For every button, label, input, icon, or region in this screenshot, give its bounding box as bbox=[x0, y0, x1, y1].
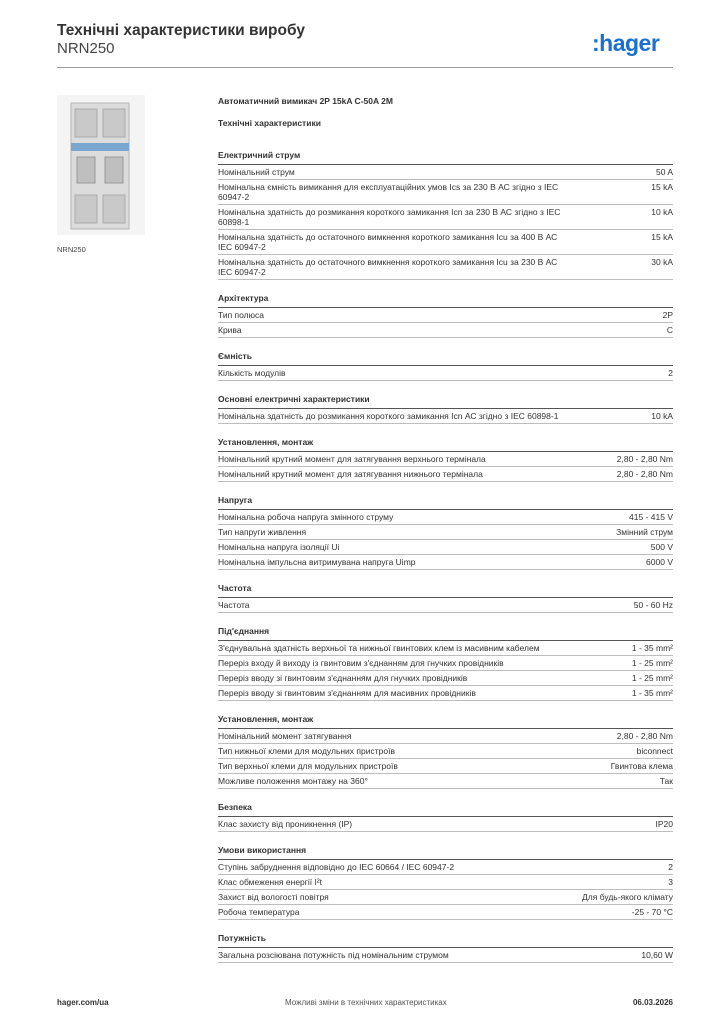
spec-value: 10 kA bbox=[651, 207, 673, 217]
spec-group bbox=[218, 437, 673, 482]
spec-row bbox=[218, 890, 673, 905]
spec-label: Кількість модулів bbox=[218, 368, 286, 378]
spec-value: 10 kA bbox=[651, 411, 673, 421]
spec-label: Номінальний момент затягування bbox=[218, 731, 352, 741]
spec-label: Можливе положення монтажу на 360° bbox=[218, 776, 368, 786]
group-title: Архітектура bbox=[218, 293, 673, 308]
spec-value: IP20 bbox=[655, 819, 673, 829]
spec-value: C bbox=[666, 325, 673, 335]
spec-row bbox=[218, 510, 673, 525]
image-caption: NRN250 bbox=[57, 245, 86, 254]
group-title: Умови використання bbox=[218, 845, 673, 860]
spec-label: Переріз входу й виходу із гвинтовим з'єднанням для гнучких провідників bbox=[218, 658, 504, 668]
spec-value: 1 - 35 mm² bbox=[631, 688, 673, 698]
spec-label: Номінальна здатність до розмикання короткого замикання Icn за 230 В АС згідно з IEC 60898-1 bbox=[218, 207, 561, 227]
group-title: Напруга bbox=[218, 495, 673, 510]
group-title: Потужність bbox=[218, 933, 673, 948]
spec-value: 1 - 25 mm² bbox=[631, 658, 673, 668]
spec-value: 15 kA bbox=[651, 182, 673, 192]
spec-label: Робоча температура bbox=[218, 907, 300, 917]
spec-row bbox=[218, 323, 673, 338]
spec-value: 1 - 25 mm² bbox=[631, 673, 673, 683]
spec-value: 6000 V bbox=[646, 557, 673, 567]
spec-row bbox=[218, 165, 673, 180]
product-title: Автоматичний вимикач 2P 15kA C-50A 2M bbox=[218, 96, 393, 106]
spec-label: Загальна розсіювана потужність під номінальним струмом bbox=[218, 950, 449, 960]
hager-logo: :hager bbox=[592, 30, 660, 56]
spec-label: Переріз вводу зі гвинтовим з'єднанням для гнучких провідників bbox=[218, 673, 468, 683]
spec-value: 2 bbox=[668, 368, 673, 378]
spec-value: 10,60 W bbox=[641, 950, 673, 960]
spec-row bbox=[218, 774, 673, 789]
spec-value: 3 bbox=[668, 877, 673, 887]
spec-group bbox=[218, 495, 673, 570]
spec-row bbox=[218, 308, 673, 323]
spec-label: Переріз вводу зі гвинтовим з'єднанням для масивних провідників bbox=[218, 688, 476, 698]
spec-value: Змінний струм bbox=[616, 527, 673, 537]
spec-label: Номінальний струм bbox=[218, 167, 295, 177]
spec-value: 15 kA bbox=[651, 232, 673, 242]
spec-row bbox=[218, 180, 673, 205]
spec-group bbox=[218, 394, 673, 424]
spec-row bbox=[218, 729, 673, 744]
spec-label: Номінальна імпульсна витримувана напруга Uimp bbox=[218, 557, 416, 567]
spec-value: Для будь-якого клімату bbox=[582, 892, 673, 902]
spec-content bbox=[218, 95, 673, 963]
group-title: Установлення, монтаж bbox=[218, 714, 673, 729]
spec-label: Номінальна напруга ізоляції Ui bbox=[218, 542, 340, 552]
spec-label: Номінальний крутний момент для затягування верхнього термінала bbox=[218, 454, 486, 464]
spec-value: Гвинтова клема bbox=[610, 761, 673, 771]
spec-value: 500 V bbox=[650, 542, 673, 552]
group-title: Ємність bbox=[218, 351, 673, 366]
spec-group bbox=[218, 293, 673, 338]
spec-row bbox=[218, 409, 673, 424]
group-title: Безпека bbox=[218, 802, 673, 817]
spec-label: З'єднувальна здатність верхньої та нижньої гвинтових клем із масивним кабелем bbox=[218, 643, 540, 653]
spec-group bbox=[218, 351, 673, 381]
spec-group bbox=[218, 802, 673, 832]
spec-row bbox=[218, 525, 673, 540]
spec-label: Тип полюса bbox=[218, 310, 264, 320]
section-title: Технічні характеристики bbox=[218, 118, 321, 128]
spec-group bbox=[218, 626, 673, 701]
spec-row bbox=[218, 948, 673, 963]
group-title: Електричний струм bbox=[218, 150, 673, 165]
spec-row bbox=[218, 860, 673, 875]
spec-label: Номінальна ємність вимикання для експлуатаційних умов Ics за 230 В АС згідно з IEC 60947-2 bbox=[218, 182, 559, 202]
spec-row bbox=[218, 744, 673, 759]
spec-label: Клас захисту від проникнення (IP) bbox=[218, 819, 353, 829]
header-divider bbox=[57, 67, 673, 68]
spec-row bbox=[218, 230, 673, 255]
spec-group bbox=[218, 583, 673, 613]
group-title: Установлення, монтаж bbox=[218, 437, 673, 452]
spec-row bbox=[218, 555, 673, 570]
spec-row bbox=[218, 540, 673, 555]
spec-group bbox=[218, 150, 673, 280]
spec-value: biconnect bbox=[636, 746, 673, 756]
footer-date: 06.03.2026 bbox=[632, 998, 673, 1007]
spec-row bbox=[218, 205, 673, 230]
spec-group bbox=[218, 714, 673, 789]
spec-group bbox=[218, 845, 673, 920]
spec-value: 2P bbox=[662, 310, 673, 320]
product-image bbox=[57, 95, 145, 235]
spec-value: 30 kA bbox=[651, 257, 673, 267]
spec-groups bbox=[218, 150, 673, 963]
spec-label: Клас обмеження енергії I²t bbox=[218, 877, 323, 887]
spec-value: 1 - 35 mm² bbox=[631, 643, 673, 653]
product-code: NRN250 bbox=[57, 40, 115, 57]
page-title: Технічні характеристики виробу bbox=[57, 22, 305, 39]
group-title: Під'єднання bbox=[218, 626, 673, 641]
spec-row bbox=[218, 671, 673, 686]
spec-label: Тип нижньої клеми для модульних пристроїв bbox=[218, 746, 395, 756]
spec-row bbox=[218, 656, 673, 671]
spec-label: Тип напруги живлення bbox=[218, 527, 307, 537]
spec-label: Ступінь забруднення відповідно до IEC 60664 / IEC 60947-2 bbox=[218, 862, 455, 872]
spec-value: 2 bbox=[668, 862, 673, 872]
spec-value: 2,80 - 2,80 Nm bbox=[616, 469, 673, 479]
spec-label: Частота bbox=[218, 600, 250, 610]
spec-label: Номінальна здатність до остаточного вимкнення короткого замикання Icu за 230 В АС IEC 60947-2 bbox=[218, 257, 558, 277]
spec-row bbox=[218, 875, 673, 890]
spec-row bbox=[218, 467, 673, 482]
spec-row bbox=[218, 759, 673, 774]
spec-value: 50 - 60 Hz bbox=[633, 600, 673, 610]
spec-label: Захист від вологості повітря bbox=[218, 892, 329, 902]
spec-row bbox=[218, 817, 673, 832]
spec-label: Номінальна здатність до розмикання короткого замикання Icn АС згідно з IEC 60898-1 bbox=[218, 411, 559, 421]
spec-value: 415 - 415 V bbox=[629, 512, 673, 522]
spec-value: 2,80 - 2,80 Nm bbox=[616, 731, 673, 741]
spec-value: -25 - 70 °C bbox=[631, 907, 673, 917]
spec-value: 50 A bbox=[655, 167, 673, 177]
spec-row bbox=[218, 686, 673, 701]
spec-group bbox=[218, 933, 673, 963]
spec-label: Номінальний крутний момент для затягування нижнього термінала bbox=[218, 469, 483, 479]
spec-row bbox=[218, 641, 673, 656]
group-title: Основні електричні характеристики bbox=[218, 394, 673, 409]
footer-note: Можливі зміни в технічних характеристиках bbox=[285, 998, 447, 1007]
group-title: Частота bbox=[218, 583, 673, 598]
spec-label: Номінальна робоча напруга змінного струму bbox=[218, 512, 394, 522]
spec-label: Номінальна здатність до остаточного вимкнення короткого замикання Icu за 400 В АС IEC 60947-2 bbox=[218, 232, 558, 252]
spec-value: 2,80 - 2,80 Nm bbox=[616, 454, 673, 464]
spec-row bbox=[218, 255, 673, 280]
footer-site: hager.com/ua bbox=[57, 998, 109, 1007]
spec-label: Крива bbox=[218, 325, 242, 335]
spec-row bbox=[218, 452, 673, 467]
spec-label: Тип верхньої клеми для модульних пристроїв bbox=[218, 761, 398, 771]
spec-row bbox=[218, 598, 673, 613]
spec-row bbox=[218, 905, 673, 920]
spec-row bbox=[218, 366, 673, 381]
spec-value: Так bbox=[659, 776, 673, 786]
